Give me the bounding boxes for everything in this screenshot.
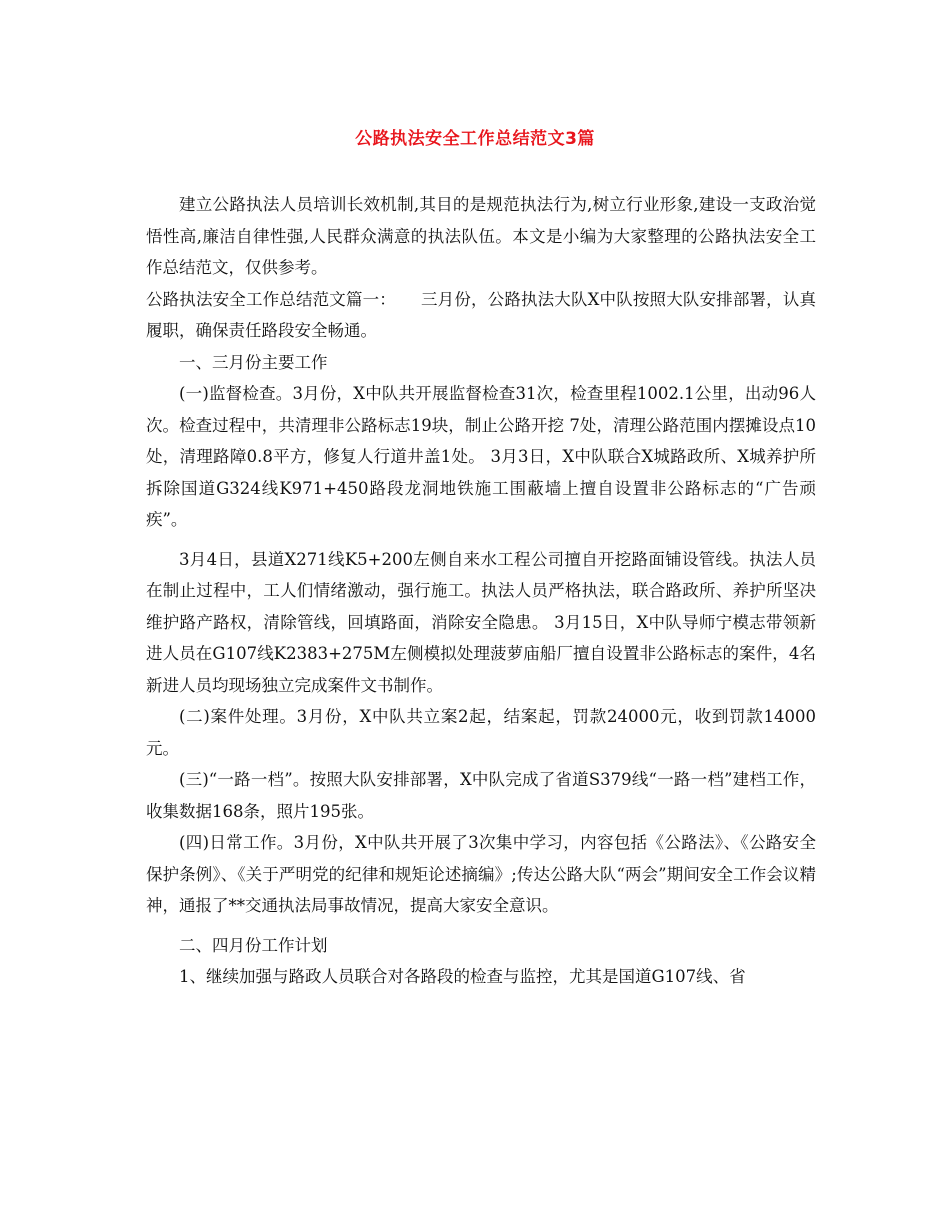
april-plan-item-1: 1、继续加强与路政人员联合对各路段的检查与监控，尤其是国道G107线、省 xyxy=(179,967,746,986)
case-handling-paragraph: (二)案件处理。3月份，X中队共立案2起，结案起，罚款24000元，收到罚款14000元。 xyxy=(146,707,816,758)
section-one-intro-paragraph: 公路执法安全工作总结范文篇一： 三月份，公路执法大队X中队按照大队安排部署，认真履职，确保责任路段安全畅通。 xyxy=(146,289,816,340)
section-heading-march: 一、三月份主要工作 xyxy=(179,352,328,372)
one-road-one-file-paragraph: (三)“一路一档”。按照大队安排部署，X中队完成了省道S379线“一路一档”建档工作，收集数据168条，照片195张。 xyxy=(146,770,816,821)
supervision-paragraph: (一)监督检查。3月份，X中队共开展监督检查31次，检查里程1002.1公里，出动96人次。检查过程中，共清理非公路标志19块，制止公路开挖 7处，清理公路范围内摆摊设点10处，清理路障0.8平方，修复人行道井盖1处。 3月3日，X中队联合X城路政所、X城养护所拆除国道G324线K971+450路段龙洞地铁施工围蔽墙上擅自设置非公路标志的“广告顽疾”。 xyxy=(146,384,816,529)
march-4-paragraph: 3月4日，县道X271线K5+200左侧自来水工程公司擅自开挖路面铺设管线。执法人员在制止过程中，工人们情绪激动，强行施工。执法人员严格执法，联合路政所、养护所坚决维护路产路权，清除管线，回填路面，消除安全隐患。 3月15日，X中队导师宁模志带领新进人员在G107线K2383+275M左侧模拟处理菠萝庙船厂擅自设置非公路标志的案件，4名新进人员均现场独立完成案件文书制作。 xyxy=(146,549,816,695)
intro-paragraph: 建立公路执法人员培训长效机制,其目的是规范执法行为,树立行业形象,建设一支政治觉悟性高,廉洁自律性强,人民群众满意的执法队伍。本文是小编为大家整理的公路执法安全工作总结范文，仅供参考。 xyxy=(146,195,816,277)
document-body xyxy=(146,189,816,993)
daily-work-paragraph: (四)日常工作。3月份，X中队共开展了3次集中学习，内容包括《公路法》、《公路安全保护条例》、《关于严明党的纪律和规矩论述摘编》;传达公路大队“两会”期间安全工作会议精神，通报了**交通执法局事故情况，提高大家安全意识。 xyxy=(146,833,816,915)
section-heading-april: 二、四月份工作计划 xyxy=(179,935,328,955)
document-title: 公路执法安全工作总结范文3篇 xyxy=(355,129,595,149)
